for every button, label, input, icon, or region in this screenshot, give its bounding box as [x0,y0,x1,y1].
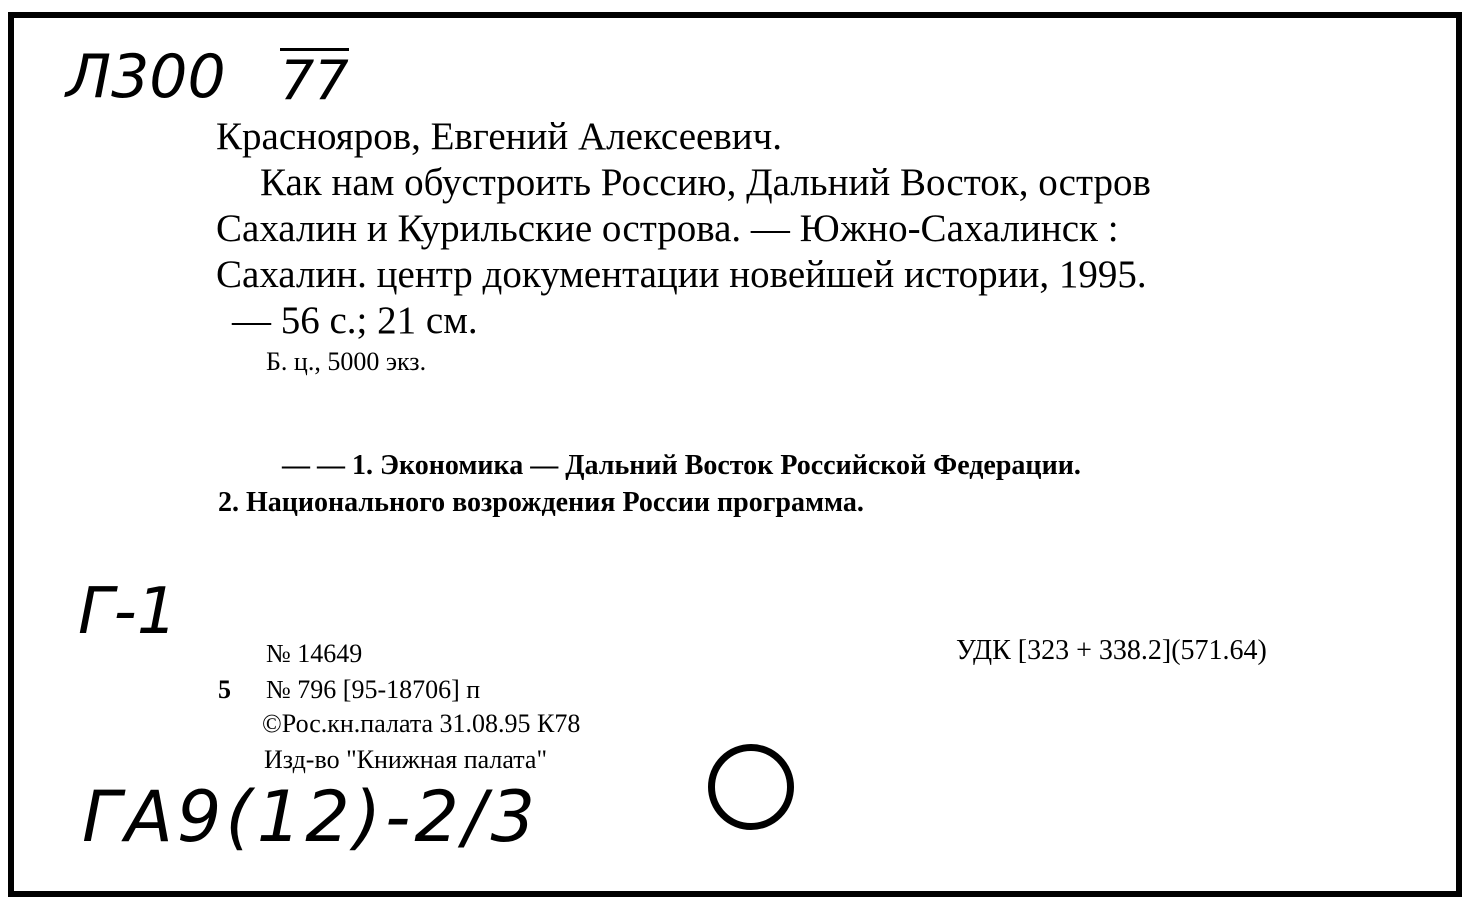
title-line-4: — 56 с.; 21 см. [232,299,478,342]
book-chamber-line: ©Рос.кн.палата 31.08.95 К78 [262,709,581,738]
title-line-2: Сахалин и Курильские острова. — Южно-Сахалинск : [216,207,1119,250]
price-run: Б. ц., 5000 экз. [266,347,427,376]
author-heading: Краснояров, Евгений Алексеевич. [216,115,782,158]
subjects-line-2: 2. Национального возрождения России программа. [218,487,864,518]
copies-count: 5 [218,675,231,704]
handwritten-left-mark: Г-1 [78,575,178,649]
record-number: № 14649 [266,639,363,668]
handwritten-shelf-code-superscript: 77 [280,49,349,112]
handwritten-shelf-code: Л300 [66,42,226,112]
title-line-1: Как нам обустроить Россию, Дальний Восток, остров [260,161,1151,204]
order-number: № 796 [95-18706] п [266,675,481,704]
udk-code: УДК [323 + 338.2](571.64) [956,635,1267,666]
handwritten-classification-code: ГА9(12)-2/3 [82,776,540,858]
catalog-card [8,12,1462,897]
publisher-line: Изд-во "Книжная палата" [264,745,548,774]
title-line-3: Сахалин. центр документации новейшей истории, 1995. [216,253,1147,296]
subjects-line-1: — — 1. Экономика — Дальний Восток Российской Федерации. [282,450,1081,481]
circle-stamp [708,744,794,830]
